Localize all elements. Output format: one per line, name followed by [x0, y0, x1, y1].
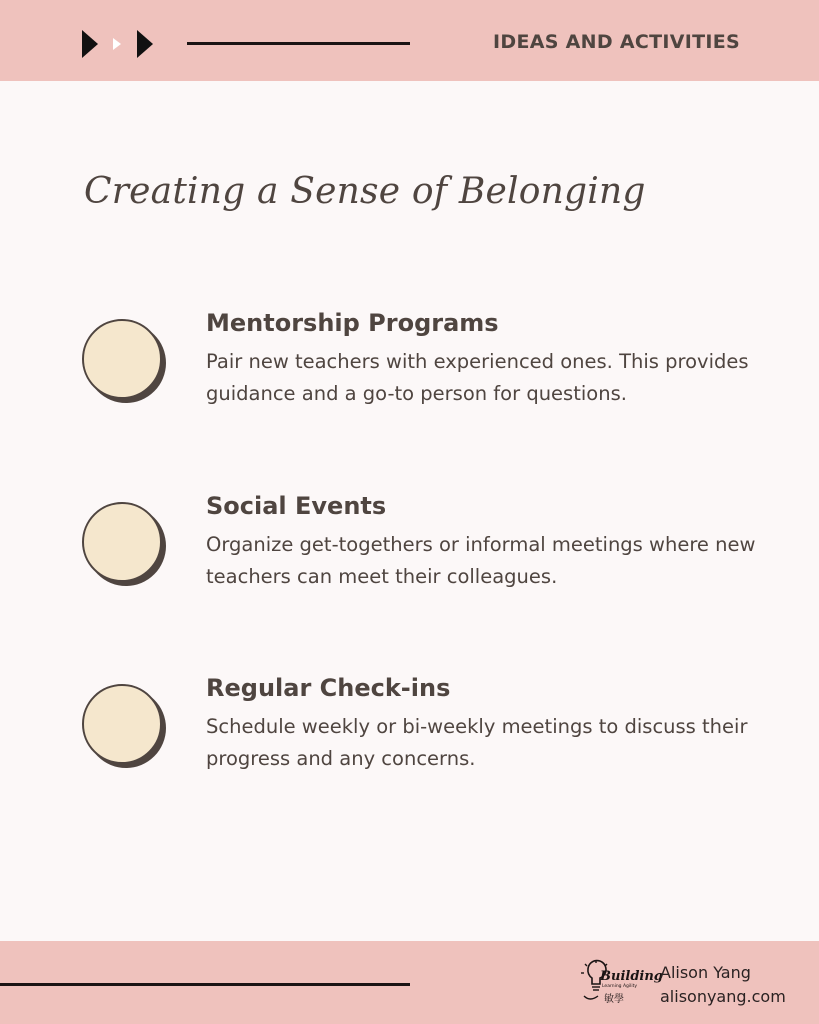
svg-text:Learning Agility: Learning Agility	[602, 984, 638, 989]
item-title: Mentorship Programs	[206, 309, 499, 337]
arrow-right-small-icon	[113, 38, 121, 50]
bullet-circle-icon	[82, 684, 166, 768]
arrow-right-icon	[82, 30, 98, 58]
svg-text:敏學: 敏學	[604, 994, 624, 1005]
list-item-social-events	[0, 492, 819, 602]
building-learning-logo-icon	[578, 960, 663, 1008]
bullet-circle-icon	[82, 502, 166, 586]
bullet-circle-icon	[82, 319, 166, 403]
arrow-right-icon	[137, 30, 153, 58]
item-title: Regular Check-ins	[206, 674, 451, 702]
item-description: Organize get-togethers or informal meetings where new teachers can meet their colleagues.	[206, 533, 756, 588]
author-name: Alison Yang	[660, 963, 751, 982]
item-title: Social Events	[206, 492, 387, 520]
footer-divider	[0, 983, 410, 986]
section-label: IDEAS AND ACTIVITIES	[493, 31, 740, 53]
item-description: Schedule weekly or bi-weekly meetings to discuss their progress and any concerns.	[206, 715, 748, 770]
item-description: Pair new teachers with experienced ones. This provides guidance and a go-to person for questions.	[206, 350, 749, 405]
list-item-check-ins	[0, 674, 819, 784]
author-website-link[interactable]: alisonyang.com	[660, 987, 786, 1006]
list-item-mentorship	[0, 309, 819, 419]
triple-arrow-icon	[82, 30, 162, 58]
page-title: Creating a Sense of Belonging	[84, 171, 646, 212]
svg-text:Building: Building	[600, 969, 663, 984]
header-divider	[187, 42, 410, 45]
